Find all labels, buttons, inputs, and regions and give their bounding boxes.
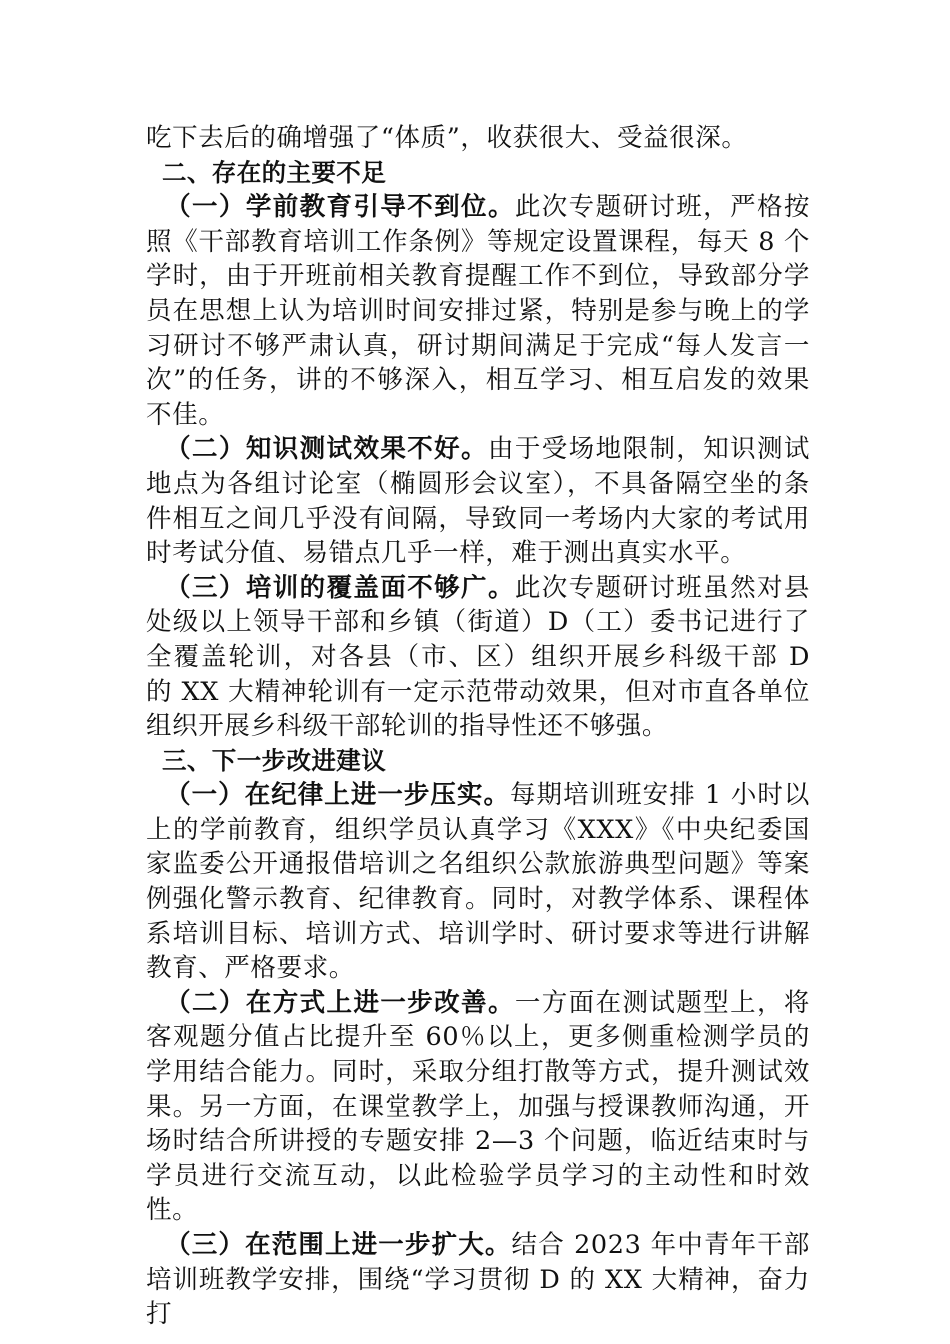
suggestion-3-body: 结合 2023 年中青年干部培训班教学安排，围绕“学习贯彻 D 的 XX 大精神，奋力打 [146,1230,810,1330]
deficiency-3-body: 此次专题研讨班虽然对县处级以上领导干部和乡镇（街道）D（工）委书记进行了全覆盖轮训，对各县（市、区）组织开展乡科级干部 D 的 XX 大精神轮训有一定示范带动效果，但对市直各单位组织开展乡科级干部轮训的指导性还不够强。 [146,572,810,742]
section-heading-deficiencies: 二、存在的主要不足 [162,157,387,187]
deficiency-2-body: 由于受场地限制，知识测试地点为各组讨论室（椭圆形会议室），不具备隔空坐的条件相互之间几乎没有间隔，导致同一考场内大家的考试用时考试分值、易错点几乎一样，难于测出真实水平。 [146,434,811,569]
paragraph-suggestion-3 [146,1228,810,1332]
deficiency-1-lead: （一）学前教育引导不到位。 [165,192,515,223]
suggestion-1-body: 每期培训班安排 1 小时以上的学前教育，组织学员认真学习《XXX》《中央纪委国家监委公开通报借培训之名组织公款旅游典型问题》等案例强化警示教育、纪律教育。同时，对教学体系、课程体系培训目标、培训方式、培训学时、研讨要求等进行讲解教育、严格要求。 [146,780,810,984]
paragraph-deficiency-2 [146,432,810,570]
deficiency-3-lead: （三）培训的覆盖面不够广。 [165,572,515,603]
deficiency-1-body: 此次专题研讨班，严格按照《干部教育培训工作条例》等规定设置课程，每天 8 个学时，由于开班前相关教育提醒工作不到位，导致部分学员在思想上认为培训时间安排过紧，特别是参与晚上的学习研讨不够严肃认真，研讨期间满足于完成“每人发言一次”的任务，讲的不够深入，相互学习、相互启发的效果不佳。 [146,192,810,430]
section-heading-suggestions: 三、下一步改进建议 [162,745,387,775]
suggestion-2-body: 一方面在测试题型上，将客观题分值占比提升至 60％以上，更多侧重检测学员的学用结合能力。同时，采取分组打散等方式，提升测试效果。另一方面，在课堂教学上，加强与授课教师沟通，开场时结合所讲授的专题安排 2—3 个问题，临近结束时与学员进行交流互动，以此检验学员学习的主动性和时效性。 [146,987,810,1226]
suggestion-1-lead: （一）在纪律上进一步压实。 [165,780,511,811]
document-body [146,121,810,1332]
paragraph-deficiency-3 [146,571,810,744]
suggestion-3-lead: （三）在范围上进一步扩大。 [165,1230,512,1260]
suggestion-2-lead: （二）在方式上进一步改善。 [165,987,515,1018]
paragraph-suggestion-1 [146,778,810,986]
paragraph-continuation: 吃下去后的确增强了“体质”，收获很大、受益很深。 [146,123,748,153]
deficiency-2-lead: （二）知识测试效果不好。 [165,434,488,465]
paragraph-suggestion-2 [146,986,810,1228]
paragraph-deficiency-1 [146,190,810,432]
